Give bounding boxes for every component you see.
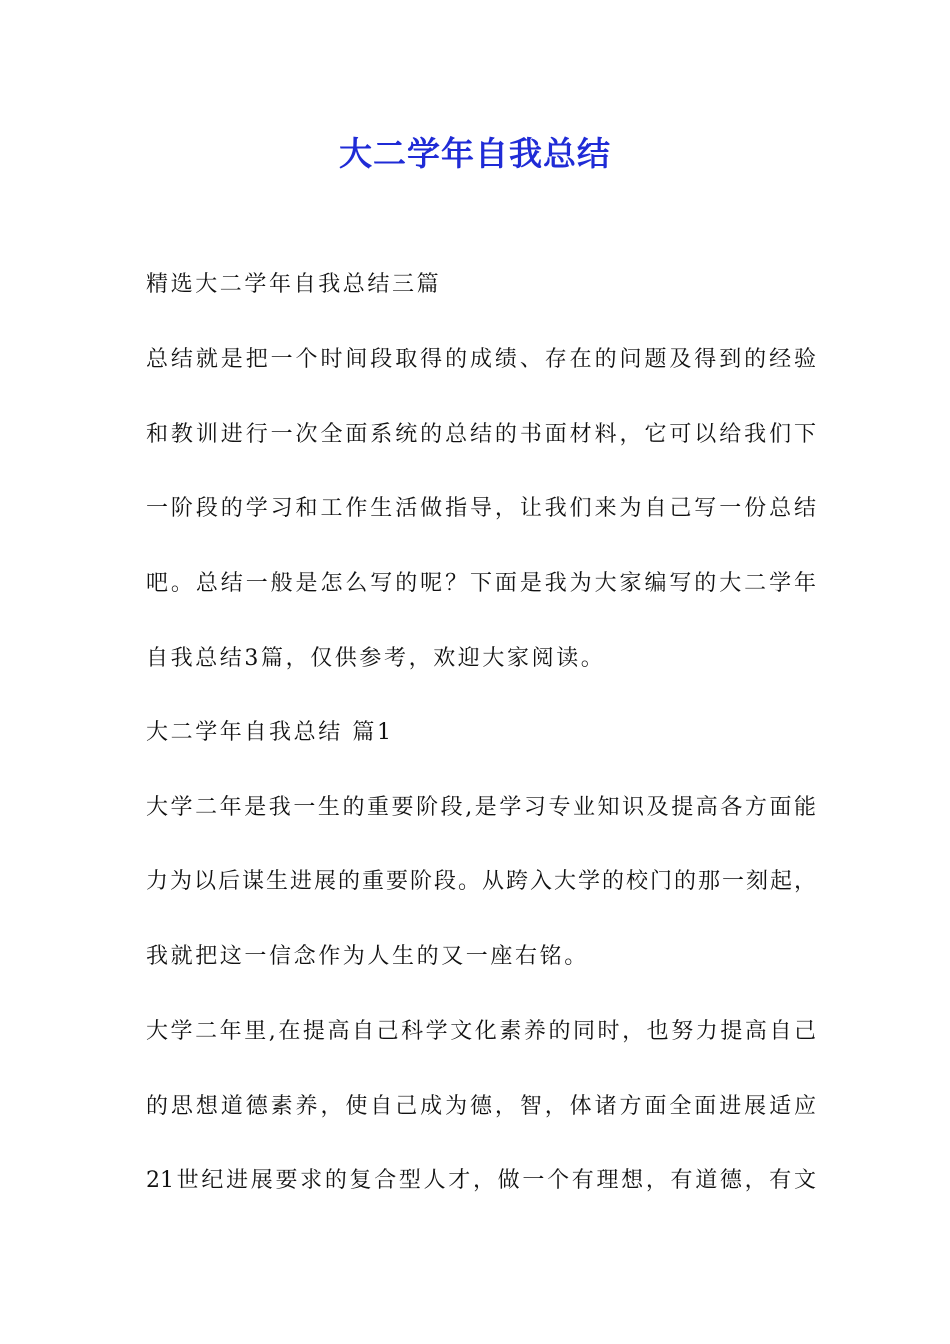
paragraph-line: 总结就是把一个时间段取得的成绩、存在的问题及得到的经验 — [146, 347, 816, 372]
paragraph-line: 我就把这一信念作为人生的又一座右铭。 — [146, 944, 589, 969]
paragraph-line: 21世纪进展要求的复合型人才，做一个有理想，有道德，有文 — [146, 1168, 816, 1193]
paragraph-line: 的思想道德素养，使自己成为德，智，体诸方面全面进展适应 — [146, 1094, 816, 1119]
section-heading: 大二学年自我总结 篇1 — [146, 720, 394, 745]
paragraph-line: 大学二年里,在提高自己科学文化素养的同时，也努力提高自己 — [146, 1019, 816, 1044]
paragraph-line: 和教训进行一次全面系统的总结的书面材料，它可以给我们下 — [146, 422, 816, 447]
paragraph-line: 吧。总结一般是怎么写的呢？下面是我为大家编写的大二学年 — [146, 571, 816, 596]
document-title: 大二学年自我总结 — [339, 134, 611, 173]
paragraph-line: 一阶段的学习和工作生活做指导，让我们来为自己写一份总结 — [146, 496, 816, 521]
subtitle-line: 精选大二学年自我总结三篇 — [146, 272, 442, 297]
paragraph-line: 自我总结3篇，仅供参考，欢迎大家阅读。 — [146, 646, 606, 671]
paragraph-line: 大学二年是我一生的重要阶段,是学习专业知识及提高各方面能 — [146, 795, 816, 820]
paragraph-line: 力为以后谋生进展的重要阶段。从跨入大学的校门的那一刻起， — [146, 869, 816, 894]
